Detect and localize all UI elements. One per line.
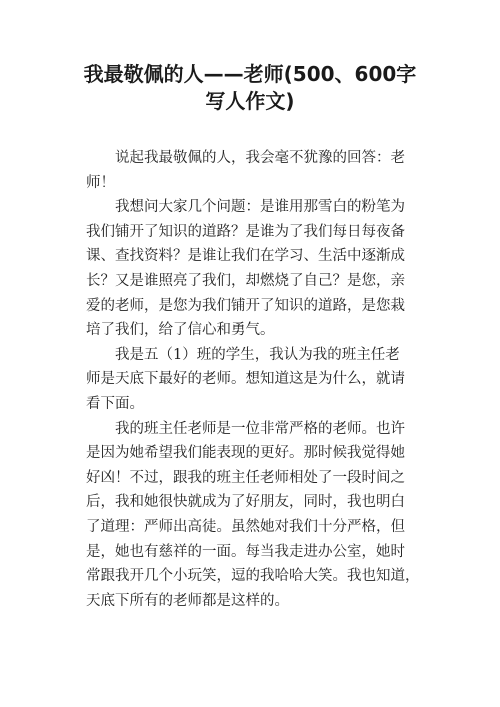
text-line: 是因为她希望我们能表现的更好。那时候我觉得她: [86, 445, 405, 462]
text-line: 后，我和她很快就成为了好朋友，同时，我也明白: [86, 494, 405, 511]
text-line: 爱的老师，是您为我们铺开了知识的道路，是您栽: [86, 297, 405, 314]
text-line: 常跟我开几个小玩笑，逗的我哈哈大笑。我也知道，: [86, 568, 420, 585]
text-line: 培了我们，给了信心和勇气。: [86, 322, 275, 339]
text-line: 我们铺开了知识的道路？是谁为了我们每日每夜备: [86, 223, 405, 240]
paragraph-intro: [86, 146, 418, 195]
article-body: [86, 146, 418, 613]
text-line: 我想问大家几个问题：是谁用那雪白的粉笔为: [115, 199, 405, 216]
title-line: 写人作文): [205, 89, 295, 113]
paragraph-teacher: [86, 417, 418, 614]
text-line: 看下面。: [86, 395, 144, 412]
paragraph-class: [86, 343, 418, 417]
paragraph-questions: [86, 195, 418, 343]
text-line: 是，她也有慈祥的一面。每当我走进办公室，她时: [86, 543, 405, 560]
text-line: 师！: [86, 174, 115, 191]
title-line: 我最敬佩的人——老师(500、600字: [83, 62, 417, 86]
text-line: 我是五（1）班的学生，我认为我的班主任老: [115, 346, 400, 363]
text-line: 长？又是谁照亮了我们，却燃烧了自己？是您，亲: [86, 272, 405, 289]
text-line: 好凶！不过，跟我的班主任老师相处了一段时间之: [86, 469, 405, 486]
text-line: 师是天底下最好的老师。想知道这是为什么，就请: [86, 371, 405, 388]
text-line: 课、查找资料？是谁让我们在学习、生活中逐渐成: [86, 248, 405, 265]
text-line: 天底下所有的老师都是这样的。: [86, 592, 289, 609]
text-line: 我的班主任老师是一位非常严格的老师。也许: [115, 420, 405, 437]
text-line: 说起我最敬佩的人，我会毫不犹豫的回答：老: [115, 150, 405, 166]
text-line: 了道理：严师出高徒。虽然她对我们十分严格，但: [86, 518, 405, 535]
document-title: [40, 61, 460, 115]
